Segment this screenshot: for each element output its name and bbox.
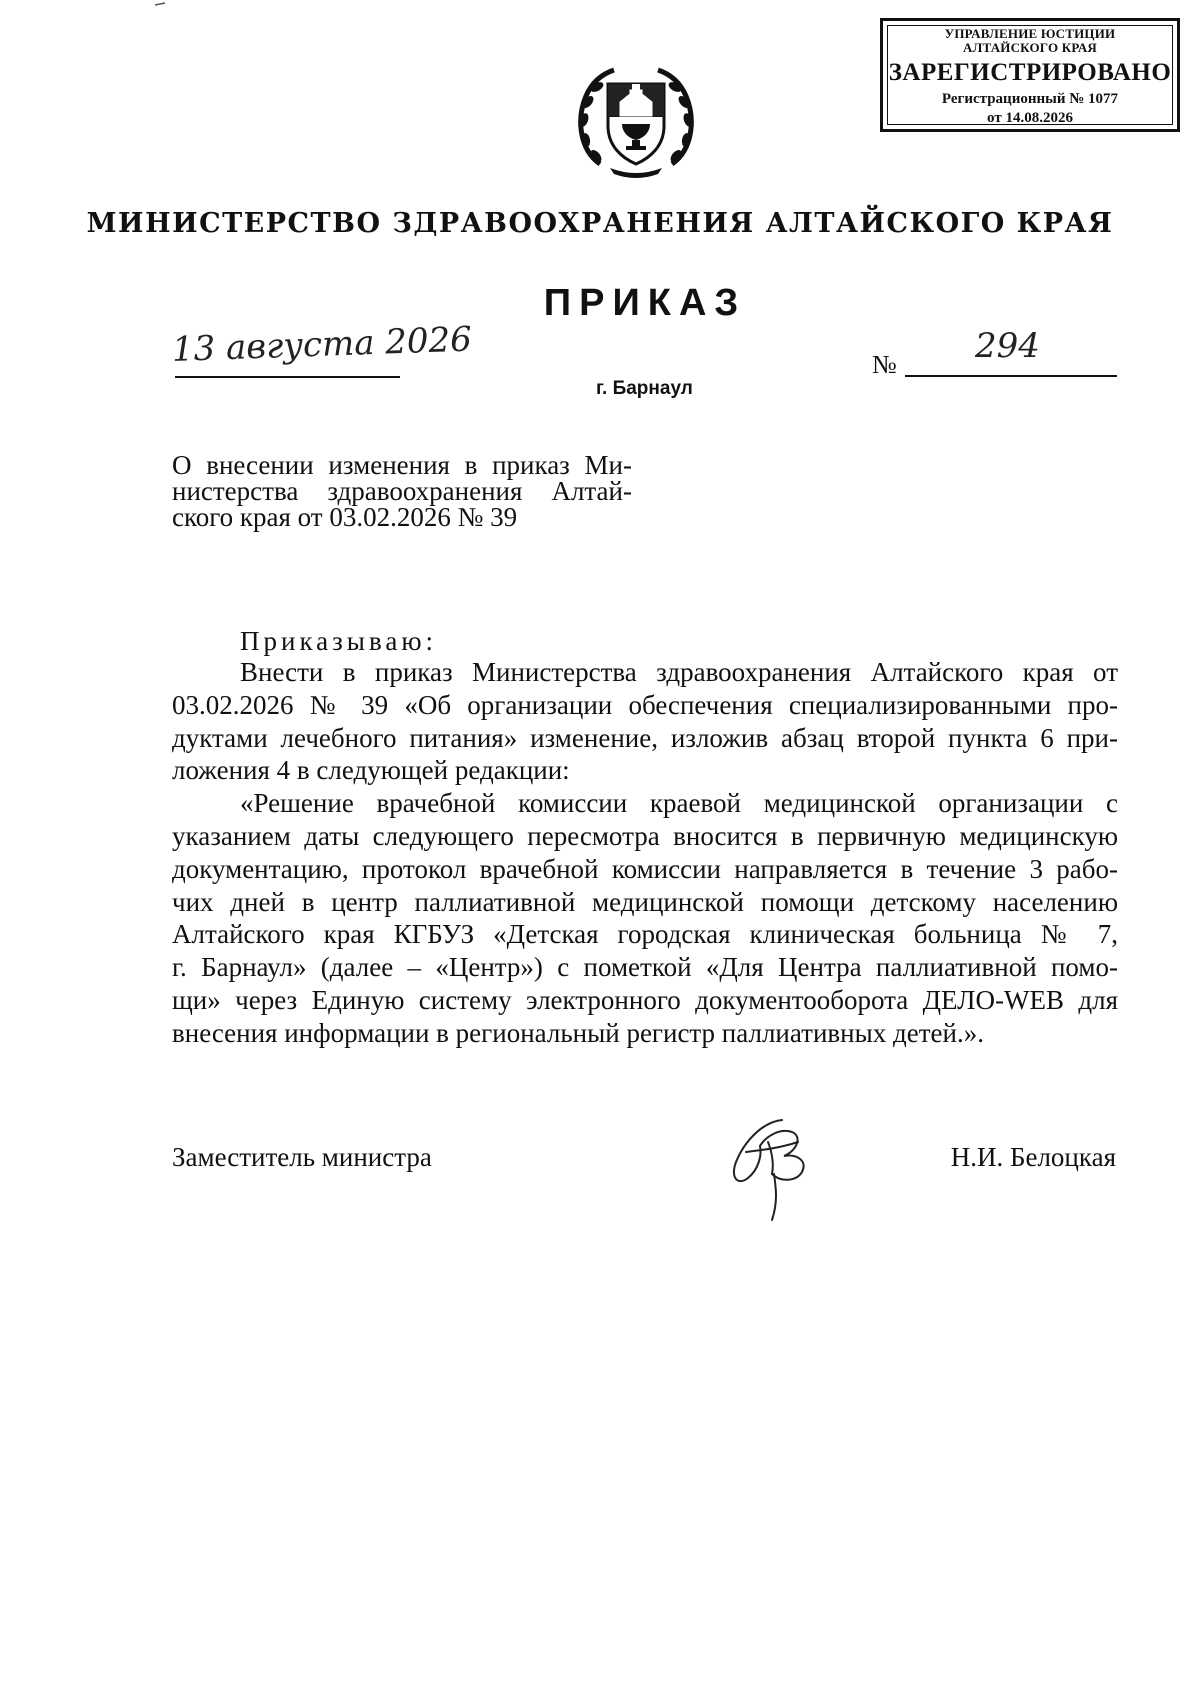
order-body [172, 656, 1118, 1050]
body-line: «Решение врачебной комиссии краевой медицинской организации с [240, 788, 1118, 819]
body-line: указанием даты следующего пересмотра вносится в первичную медицинскую [172, 820, 1118, 851]
number-sign: № [872, 350, 897, 379]
stamp-office [883, 27, 1177, 55]
subject [172, 452, 632, 530]
handwritten-signature-icon [722, 1112, 822, 1224]
stamp-date: от 14.08.2026 [987, 110, 1073, 126]
body-line: г. Барнаул» (далее – «Центр») с пометкой «Для Центра паллиативной помо- [172, 952, 1118, 983]
body-line: документацию, протокол врачебной комиссии направляется в течение 3 рабо- [172, 853, 1118, 884]
stamp-status: ЗАРЕГИСТРИРОВАНО [888, 59, 1172, 86]
stamp-number: Регистрационный № 1077 [941, 91, 1119, 107]
date-underline [175, 376, 400, 378]
body-line: Внести в приказ Министерства здравоохранения Алтайского края от [240, 657, 1118, 687]
body-line: внесения информации в региональный регистр паллиативных детей.». [172, 1017, 984, 1048]
number-underline [905, 375, 1117, 377]
scan-mark [155, 2, 167, 6]
subject-line: нистерства здравоохранения Алтай- [172, 476, 632, 506]
body-line: 03.02.2026 № 39 «Об организации обеспечения специализированными про- [172, 689, 1118, 720]
subject-line: ского края от 03.02.2026 № 39 [172, 502, 518, 532]
ministry-name: МИНИСТЕРСТВО ЗДРАВООХРАНЕНИЯ АЛТАЙСКОГО КРАЯ [86, 208, 1114, 239]
registration-stamp [880, 18, 1180, 132]
body-line: дуктами лечебного питания» изменение, изложив абзац второй пункта 6 при- [172, 722, 1118, 753]
body-line: ложения 4 в следующей редакции: [172, 755, 570, 786]
body-line: щи» через Единую систему электронного документооборота ДЕЛО-WEB для [172, 984, 1118, 1015]
signatory-name: Н.И. Белоцкая [950, 1142, 1116, 1172]
order-word: Приказываю: [240, 626, 437, 656]
handwritten-number: 294 [975, 326, 1040, 366]
handwritten-date: 13 августа 2026 [171, 319, 473, 370]
altai-krai-coat-of-arms-icon [570, 60, 702, 180]
signatory-position: Заместитель министра [172, 1142, 432, 1172]
stamp-office-line-2: АЛТАЙСКОГО КРАЯ [963, 40, 1097, 55]
stamp-office-line-1: УПРАВЛЕНИЕ ЮСТИЦИИ [944, 26, 1116, 41]
subject-line: О внесении изменения в приказ Ми- [172, 450, 632, 480]
city: г. Барнаул [596, 378, 693, 399]
body-line: Алтайского края КГБУЗ «Детская городская клиническая больница № 7, [172, 919, 1118, 950]
document-type: ПРИКАЗ [543, 282, 747, 324]
body-line: чих дней в центр паллиативной медицинской помощи детскому населению [172, 886, 1118, 917]
